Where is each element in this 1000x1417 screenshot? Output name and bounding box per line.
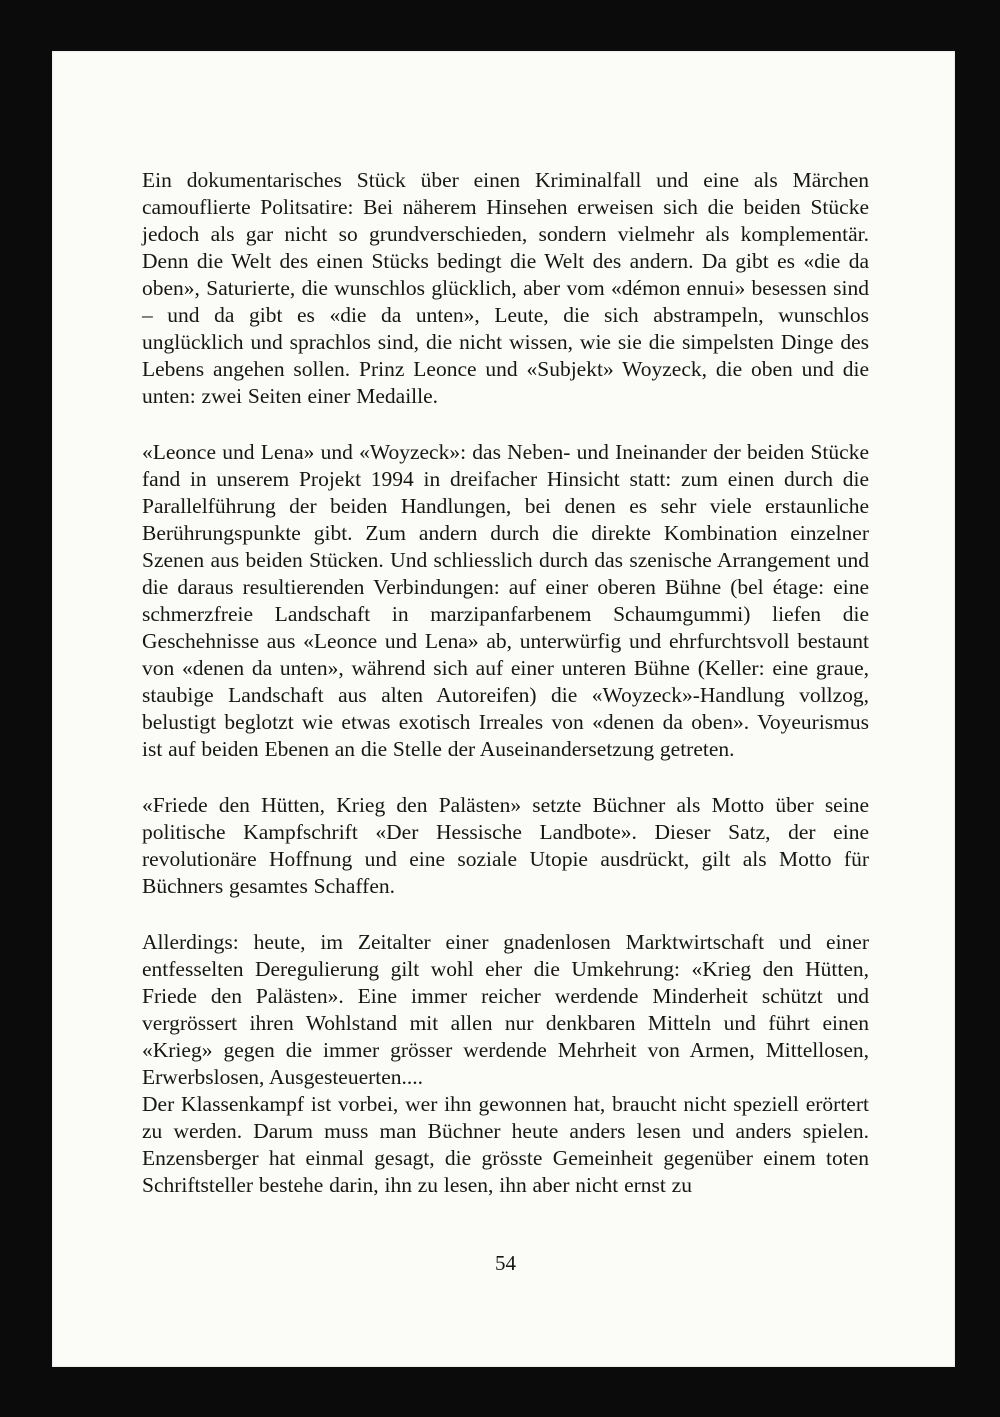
- text-column: [142, 167, 869, 1199]
- paragraph: Der Klassenkampf ist vorbei, wer ihn gewonnen hat, braucht nicht speziell erörtert zu werden. Darum muss man Büchner heute anders lesen und anders spielen. Enzensberger hat einmal gesagt, die grösste Gemeinheit gegenüber einem toten Schriftsteller bestehe darin, ihn zu lesen, ihn aber nicht ernst zu: [142, 1092, 869, 1197]
- paragraph: Ein dokumentarisches Stück über einen Kriminalfall und eine als Märchen camouflierte Politsatire: Bei näherem Hinsehen erweisen sich die beiden Stücke jedoch als gar nicht so grundverschieden, sondern vielmehr als komplementär. Denn die Welt des einen Stücks bedingt die Welt des andern. Da gibt es «die da oben», Saturierte, die wunschlos glücklich, aber vom «démon ennui» besessen sind – und da gibt es «die da unten», Leute, die sich abstrampeln, wunschlos unglücklich und sprachlos sind, die nicht wissen, wie sie die simpelsten Dinge des Lebens angehen sollen. Prinz Leonce und «Subjekt» Woyzeck, die oben und die unten: zwei Seiten einer Medaille.: [142, 168, 869, 408]
- paragraph: Allerdings: heute, im Zeitalter einer gnadenlosen Marktwirtschaft und einer entfesselten Deregulierung gilt wohl eher die Umkehrung: «Krieg den Hütten, Friede den Palästen». Eine immer reicher werdende Minderheit schützt und vergrössert ihren Wohlstand mit allen nur denkbaren Mitteln und führt einen «Krieg» gegen die immer grösser werdende Mehrheit von Armen, Mittellosen, Erwerbslosen, Ausgesteuerten....: [142, 930, 869, 1089]
- paragraph: «Friede den Hütten, Krieg den Palästen» setzte Büchner als Motto über seine politische Kampfschrift «Der Hessische Landbote». Dieser Satz, der eine revolutionäre Hoffnung und eine soziale Utopie ausdrückt, gilt als Motto für Büchners gesamtes Schaffen.: [142, 793, 869, 898]
- paragraph: «Leonce und Lena» und «Woyzeck»: das Neben- und Ineinander der beiden Stücke fand in unserem Projekt 1994 in dreifacher Hinsicht statt: zum einen durch die Parallelführung der beiden Handlungen, bei denen es sehr viele erstaunliche Berührungspunkte gibt. Zum andern durch die direkte Kombination einzelner Szenen aus beiden Stücken. Und schliesslich durch das szenische Arrangement und die daraus resultierenden Verbindungen: auf einer oberen Bühne (bel étage: eine schmerzfreie Landschaft in marzipanfarbenem Schaumgummi) liefen die Geschehnisse aus «Leonce und Lena» ab, unterwürfig und ehrfurchtsvoll bestaunt von «denen da unten», während sich auf einer unteren Bühne (Keller: eine graue, staubige Landschaft aus alten Autoreifen) die «Woyzeck»-Handlung vollzog, belustigt beglotzt wie etwas exotisch Irreales von «denen da oben». Voyeurismus ist auf beiden Ebenen an die Stelle der Auseinandersetzung getreten.: [142, 440, 869, 761]
- page-number: 54: [495, 1251, 516, 1275]
- book-page: [52, 51, 955, 1367]
